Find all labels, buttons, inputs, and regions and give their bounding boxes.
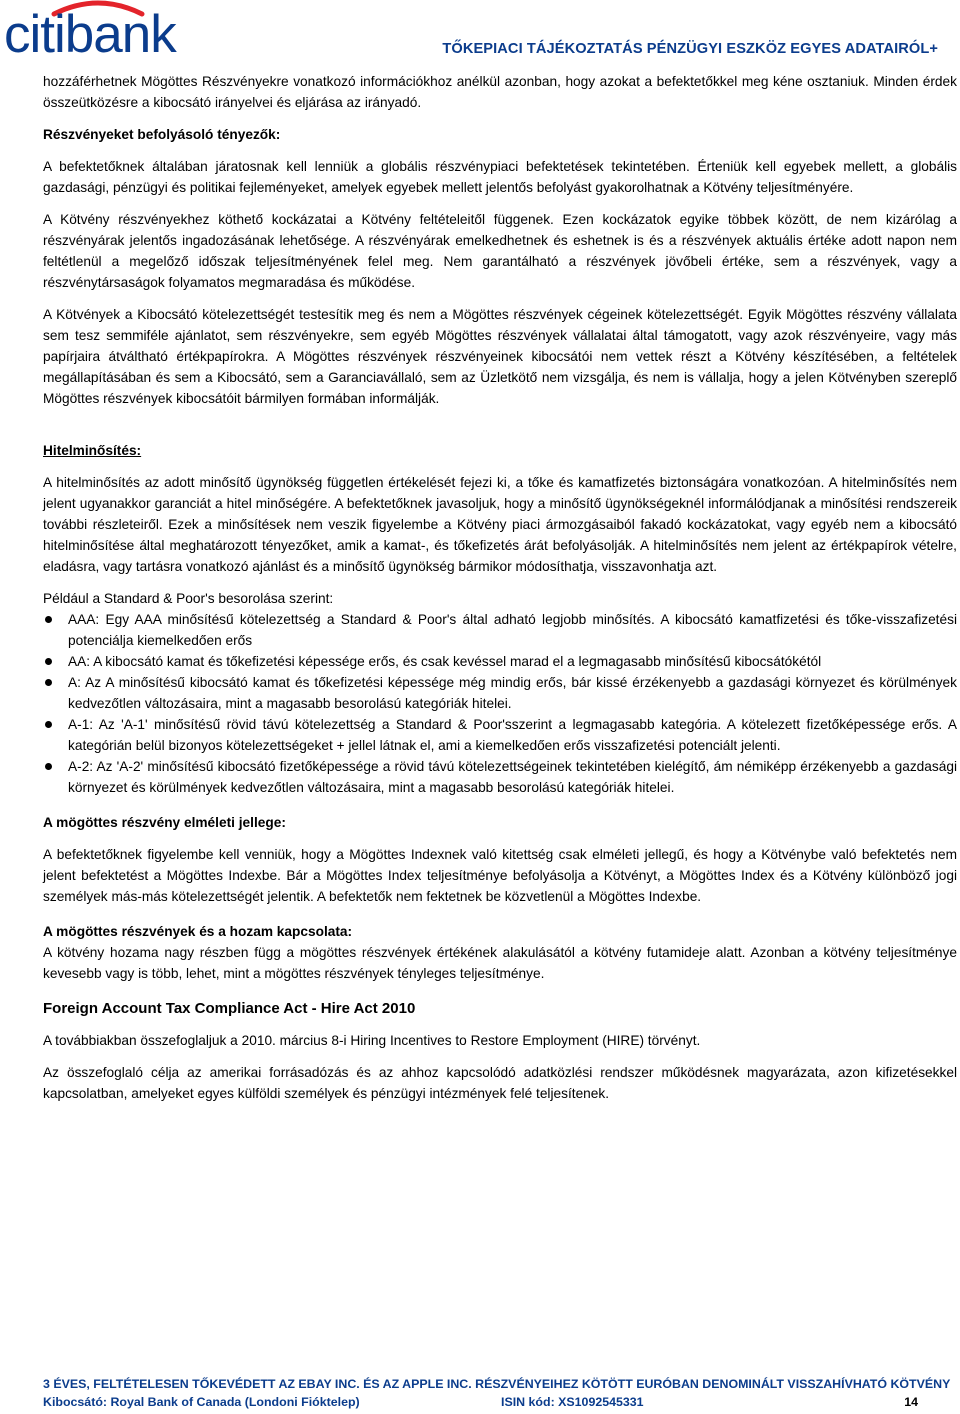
paragraph-continuation: hozzáférhetnek Mögöttes Részvényekre vonatkozó információkhoz anélkül azonban, hogy azokat a befektetőkkel meg kéne osztaniuk. Minden érdek összeütközésre a kibocsátó irányelvei és eljárása az irányadó. (43, 74, 957, 110)
list-item-a-1: A-1: Az 'A-1' minősítésű rövid távú kötelezettség a Standard & Poor'sszerint a legmagasabb kategória. A kötelezett fizetőképessége erős. A kategórián belül bizonyos kötelezettségeket + jellel látnak el, ami a kiemelkedően erős visszafizetési potenciált jelenti. (43, 714, 957, 756)
footer-details (43, 1393, 918, 1411)
footer-isin: ISIN kód: XS1092545331 (501, 1395, 644, 1409)
paragraph-stock-risks: A Kötvény részvényekhez köthető kockázatai a Kötvény feltételeitől függenek. Ezen kockázatok egyike többek között, de nem kizárólag a részvényárak jelentős ingadozásának lehetősége. A részvényárak emelkedhetnek és eshetnek is és a részvények aktuális értéke adott napon nem feltétlenül a megelőző időszak teljesítményének felel meg. Nem garantálható a részvények jövőbeli értéke, sem a részvények, vagy a részvénytársaságok folyamatos megmaradása és működése. (43, 212, 957, 290)
paragraph-hire-purpose: Az összefoglaló célja az amerikai forrásadózás és az ahhoz kapcsolódó adatközlési rendszer működésnek magyarázata, azon kifizetésekkel kapcsolatban, amelyeket egyes külföldi személyek és pénzügyi intézmények felé teljesítenek. (43, 1065, 957, 1101)
heading-yield-relation: A mögöttes részvények és a hozam kapcsolata: (43, 924, 353, 939)
document-body (43, 71, 957, 1104)
document-header-title: TŐKEPIACI TÁJÉKOZTATÁS PÉNZÜGYI ESZKÖZ EGYES ADATAIRÓL+ (442, 41, 938, 57)
footer-issuer: Kibocsátó: Royal Bank of Canada (Londoni Fióktelep) (43, 1395, 360, 1409)
page-number: 14 (904, 1395, 918, 1409)
heading-stock-factors: Részvényeket befolyásoló tényezők: (43, 127, 281, 142)
paragraph-theoretical-nature: A befektetőknek figyelembe kell venniük, hogy a Mögöttes Indexnek való kitettség csak elméleti jellegű, és hogy a Kötvénybe való befektetés nem jelent befektetést a Mögöttes Indexbe. Bár a Mögöttes Index teljesítménye befolyásolja a Kötvényt, a Mögöttes Index és a Kötvény különböző jogi személyek más-más kötelezettségét jelentik. A befektetők nem fektetnek be közvetlenül a Mögöttes Indexbe. (43, 847, 957, 904)
list-item-a: A: Az A minősítésű kibocsátó kamat és tőkefizetési képessége még mindig erős, bár kissé érzékenyebb a gazdasági környezet és körülmények kedvezőtlen változásaira, mint a magasabb besorolású kategóriák hitelei. (43, 672, 957, 714)
citibank-logo (2, 0, 222, 62)
logo-text: citibank (4, 5, 176, 62)
paragraph-hire-summary: A továbbiakban összefoglaljuk a 2010. március 8-i Hiring Incentives to Restore Employment (HIRE) törvényt. (43, 1033, 701, 1048)
paragraph-issuer-obligation: A Kötvények a Kibocsátó kötelezettségét testesítik meg és nem a Mögöttes részvények cégeinek kötelezettségét. Egyik Mögöttes részvény vállalata sem tesz semmiféle ajánlatot, sem részvényekre, sem egyéb Mögöttes részvények vállalatai által támogatott, vagy azok részvényeire, vagy más papírjaira átváltható értékpapírokra. A Mögöttes részvények részvényeinek kibocsátói nem vettek részt a Kötvény készítésében, a feltételek megállapításában és sem a Kibocsátó, sem a Garanciavállaló, sem az Üzletkötő nem vizsgálja, és nem is vállalja, hogy a jelen Kötvényben szereplő Mögöttes részvények kibocsátóit bármilyen formában informálják. (43, 307, 957, 406)
list-item-a-2: A-2: Az 'A-2' minősítésű kibocsátó fizetőképessége a rövid távú kötelezettségeinek tekintetében kielégítő, ám némiképp érzékenyebb a gazdasági környezet és körülmények kedvezőtlen változásaira, mint a magasabb besorolású kategóriák hitelei. (43, 756, 957, 798)
document-footer (43, 1375, 951, 1411)
paragraph-sp-intro: Például a Standard & Poor's besorolása szerint: (43, 591, 334, 606)
heading-theoretical-nature: A mögöttes részvény elméleti jellege: (43, 815, 286, 830)
heading-credit-rating: Hitelminősítés: (43, 443, 142, 458)
paragraph-yield-relation: A kötvény hozama nagy részben függ a mögöttes részvények értékének alakulásától a kötvény futamideje alatt. Azonban a kötvény teljesítménye kevesebb vagy is több, lehet, mint a mögöttes részvények tényleges teljesítménye. (43, 945, 957, 981)
heading-fatca: Foreign Account Tax Compliance Act - Hire Act 2010 (43, 1000, 416, 1017)
rating-list (43, 609, 957, 798)
list-item-aaa: AAA: Egy AAA minősítésű kötelezettség a Standard & Poor's által adható legjobb minősítés. A kibocsátó kamatfizetési és tőke-visszafizetési potenciálja kiemelkedően erős (43, 609, 957, 651)
footer-product-title: 3 ÉVES, FELTÉTELESEN TŐKEVÉDETT AZ EBAY INC. ÉS AZ APPLE INC. RÉSZVÉNYEIHEZ KÖTÖTT EURÓBAN DENOMINÁLT VISSZAHÍVHATÓ KÖTVÉNY (43, 1377, 951, 1391)
paragraph-credit-rating: A hitelminősítés az adott minősítő ügynökség független értékelését fejezi ki, a tőke és kamatfizetés biztonságára vonatkozóan. A hitelminősítés nem jelent ugyanakkor garanciát a hitel minőségére. A befektetőknek javasoljuk, hogy a minősítő ügynökségeknél informálódjanak a minősítési rendszereik további részleteiről. Ezek a minősítések nem veszik figyelembe a Kötvény piaci ármozgásaiból fakadó kockázatokat, vagy egyéb nem a kibocsátó hitelminősítése által meghatározott tényezőket, amik a kamat-, és tőkefizetés árát befolyásolják. A hitelminősítés nem jelent az értékpapírok vételre, eladásra, vagy tartásra vonatkozó ajánlást és a minősítő ügynökség bármikor módosíthatja, visszavonhatja azt. (43, 475, 957, 574)
list-item-aa: AA: A kibocsátó kamat és tőkefizetési képessége erős, és csak kevéssel marad el a legmagasabb minősítésű kibocsátókétól (43, 651, 957, 672)
paragraph-investor-knowledge: A befektetőknek általában járatosnak kell lenniük a globális részvénypiaci befektetések tekintetében. Érteniük kell egyebek mellett, a globális gazdasági, pénzügyi és politikai fejleményeket, amelyek egyebek mellett jelentős befolyást gyakorolhatnak a Kötvény teljesítményére. (43, 159, 957, 195)
